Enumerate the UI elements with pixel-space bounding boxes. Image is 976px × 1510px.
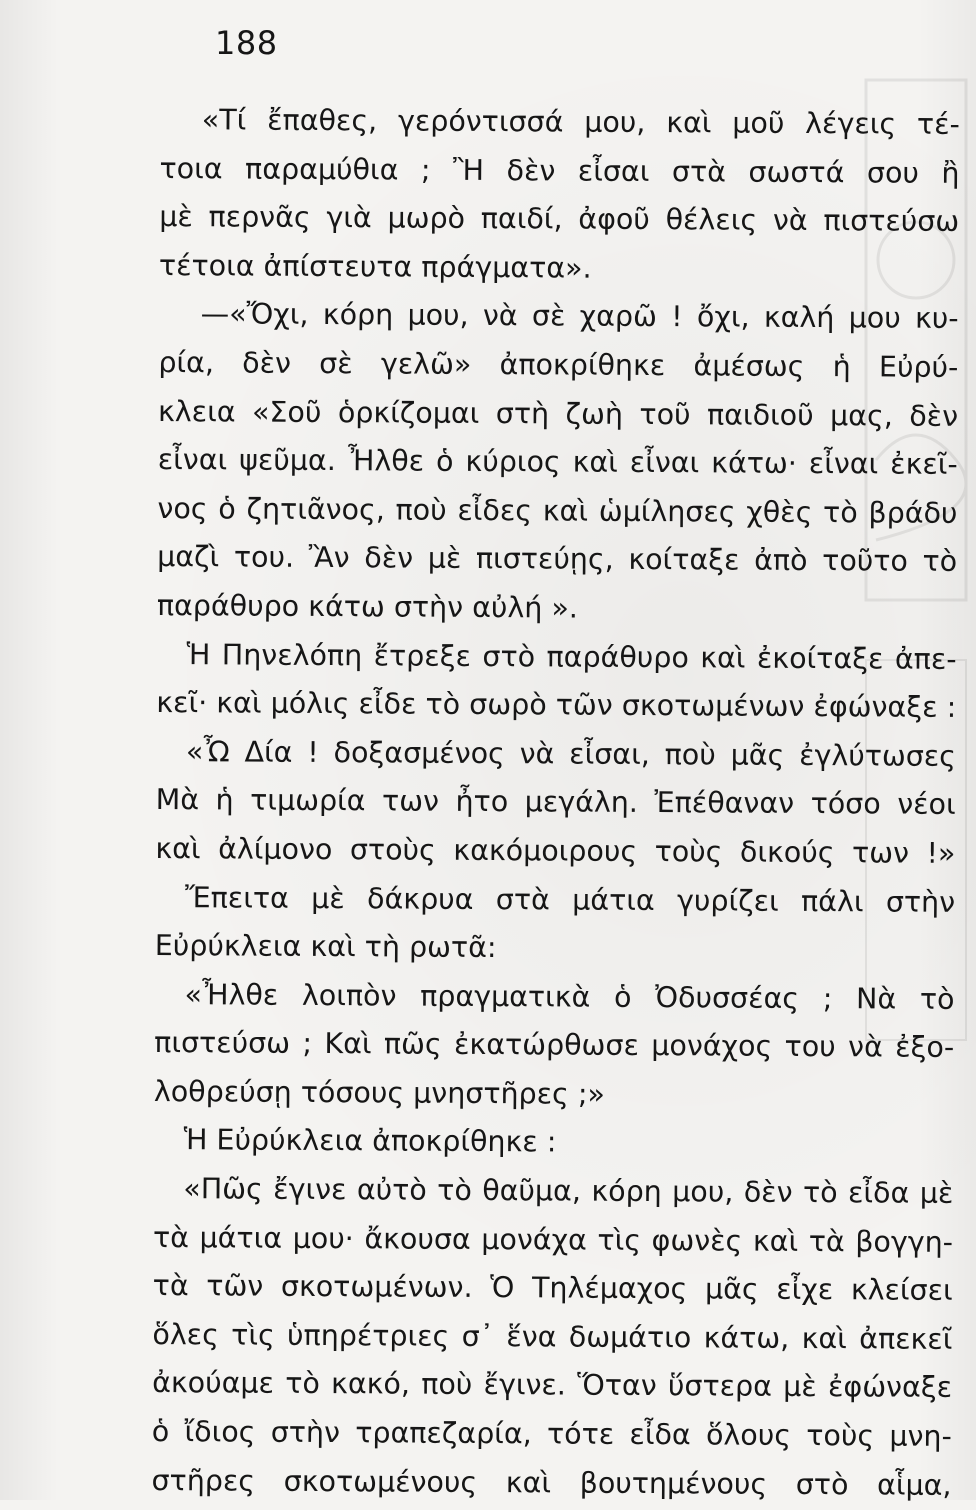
text-line: Εὐρύκλεια καὶ τὴ ρωτᾶ: bbox=[154, 929, 497, 965]
text-line: τὰ μάτια μου· ἄκουσα μονάχα τὶς φωνὲς καὶ τὰ βογγη- bbox=[152, 1220, 954, 1259]
text-line: μὲ περνᾶς γιὰ μωρὸ παιδί, ἀφοῦ θέλεις νὰ πιστεύσω bbox=[159, 200, 960, 239]
text-line: εἶναι ψεῦμα. Ἦλθε ὁ κύριος καὶ εἶναι κάτω· εἶναι ἐκεῖ- bbox=[157, 443, 958, 482]
text-line: ἀκούαμε τὸ κακό, ποὺ ἔγινε. Ὅταν ὕστερα μὲ ἐφώναξε bbox=[152, 1366, 953, 1405]
text-line: «Ὦ Δία ! δοξασμένος νὰ εἶσαι, ποὺ μᾶς ἐγλύτωσες bbox=[185, 734, 957, 773]
text-line: Μὰ ἡ τιμωρία των ἦτο μεγάλη. Ἐπέθαναν τόσο νέοι bbox=[155, 783, 956, 822]
text-line: Ἡ Πηνελόπη ἔτρεξε στὸ παράθυρο καὶ ἐκοίταξε ἀπε- bbox=[186, 637, 957, 676]
text-line: «Τί ἔπαθες, γερόντισσά μου, καὶ μοῦ λέγεις τέ- bbox=[201, 103, 960, 141]
text-line: λοθρεύσῃ τόσους μνηστῆρες ;» bbox=[153, 1074, 606, 1111]
text-line: παράθυρο κάτω στὴν αὐλή ». bbox=[156, 588, 579, 625]
text-line: νος ὁ ζητιᾶνος, ποὺ εἶδες καὶ ὡμίλησες χθὲς τὸ βράδυ bbox=[157, 491, 958, 530]
text-line: πιστεύσω ; Καὶ πῶς ἐκατώρθωσε μονάχος του νὰ ἐξο- bbox=[154, 1026, 955, 1065]
text-line: Ἔπειτα μὲ δάκρυα στὰ μάτια γυρίζει πάλι στὴν bbox=[185, 880, 956, 919]
text-line: κεῖ· καὶ μόλις εἶδε τὸ σωρὸ τῶν σκοτωμένων ἐφώναξε : bbox=[156, 686, 957, 725]
text-line: —«Ὄχι, κόρη μου, νὰ σὲ χαρῶ ! ὄχι, καλή μου κυ- bbox=[200, 297, 959, 336]
text-line: τοια παραμύθια ; Ἢ δὲν εἶσαι στὰ σωστά σου ἢ bbox=[159, 151, 960, 190]
text-line: τέτοια ἀπίστευτα πράγματα». bbox=[158, 248, 592, 285]
text-line: ὅλες τὶς ὑπηρέτριες σ᾽ ἕνα δωμάτιο κάτω, καὶ ἀπεκεῖ bbox=[152, 1317, 953, 1356]
page-number: 188 bbox=[215, 24, 278, 62]
text-line: ὁ ἴδιος στὴν τραπεζαρία, τότε εἶδα ὅλους τοὺς μνη- bbox=[151, 1415, 952, 1453]
text-line: μαζὶ του. Ἂν δὲν μὲ πιστεύῃς, κοίταξε ἀπὸ τοῦτο τὸ bbox=[157, 540, 958, 579]
text-line: ρία, δὲν σὲ γελῶ» ἀποκρίθηκε ἀμέσως ἡ Εὐρύ- bbox=[158, 345, 959, 384]
body-text bbox=[151, 96, 960, 1510]
text-line: στῆρες σκοτωμένους καὶ βουτημένους στὸ αἷμα, bbox=[151, 1463, 952, 1502]
text-line: «Ἦλθε λοιπὸν πραγματικὰ ὁ Ὀδυσσέας ; Νὰ τὸ bbox=[184, 977, 955, 1016]
text-line: κλεια «Σοῦ ὁρκίζομαι στὴ ζωὴ τοῦ παιδιοῦ μας, δὲν bbox=[157, 394, 959, 433]
text-line: «Πῶς ἔγινε αὐτὸ τὸ θαῦμα, κόρη μου, δὲν τὸ εἶδα μὲ bbox=[183, 1172, 954, 1210]
text-line: Ἡ Εὐρύκλεια ἀποκρίθηκε : bbox=[183, 1123, 557, 1159]
text-line: καὶ ἀλίμονο στοὺς κακόμοιρους τοὺς δικούς των !» bbox=[155, 831, 956, 870]
text-line: τὰ τῶν σκοτωμένων. Ὁ Τηλέμαχος μᾶς εἶχε κλείσει bbox=[152, 1269, 953, 1308]
